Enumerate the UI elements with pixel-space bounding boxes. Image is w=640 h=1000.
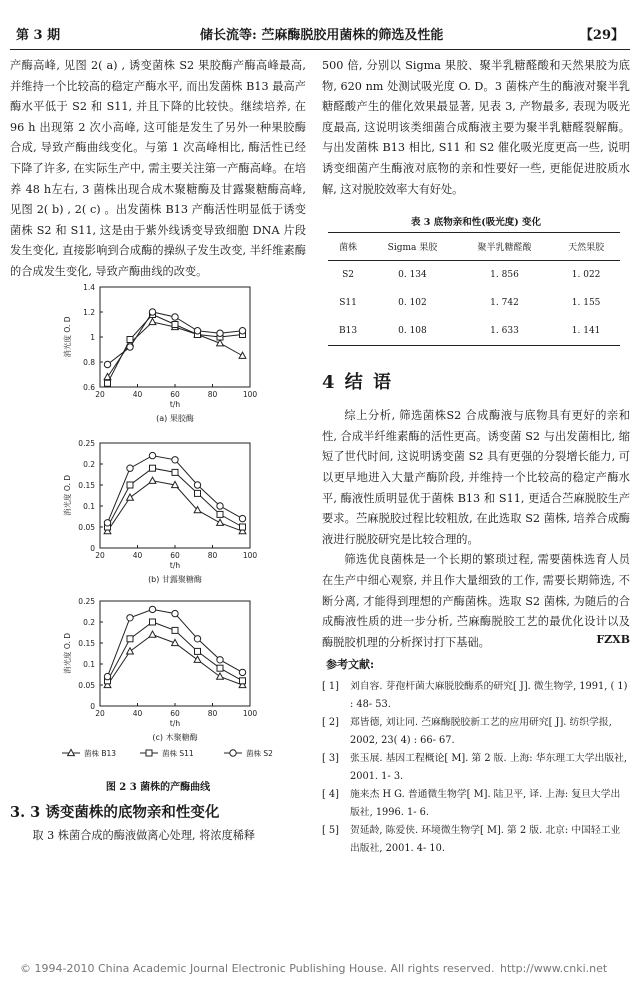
footer-url: http://www.cnki.net bbox=[500, 962, 608, 975]
table-cell: B13 bbox=[328, 317, 368, 346]
x-tick-label: 20 bbox=[95, 389, 105, 399]
data-point bbox=[172, 610, 178, 616]
data-point bbox=[195, 648, 201, 654]
data-point bbox=[150, 619, 156, 625]
reference-item bbox=[322, 714, 630, 750]
data-point bbox=[194, 481, 200, 487]
y-tick-label: 0.25 bbox=[78, 438, 95, 448]
table-row bbox=[328, 289, 620, 317]
x-axis-label: t/h bbox=[169, 399, 181, 409]
data-point bbox=[217, 330, 223, 336]
reference-number: [ 4] bbox=[322, 789, 339, 801]
reference-number: [ 2] bbox=[322, 717, 339, 729]
data-point bbox=[105, 380, 111, 386]
data-point bbox=[239, 352, 246, 358]
reference-item bbox=[322, 822, 630, 858]
data-point bbox=[172, 313, 178, 319]
fzxb-mark: FZXB bbox=[596, 633, 630, 647]
data-point bbox=[172, 469, 178, 475]
figure-2-charts bbox=[10, 283, 306, 768]
y-axis-label: 消光度 O. D bbox=[63, 632, 72, 674]
y-tick-label: 0.8 bbox=[83, 357, 95, 367]
table-cell: 0. 108 bbox=[368, 317, 457, 346]
y-tick-label: 0.1 bbox=[83, 659, 95, 669]
data-point bbox=[127, 343, 133, 349]
paragraph: 500 倍, 分别以 Sigma 果胶、聚半乳糖醛酸和天然果胶为底物, 620 nm 处测试吸光度 O. D。3 菌株产生的酶液对聚半乳糖醛酸产生的催化效果最显著, 见表 3, 产物最多, 表现为吸光度最高, 这说明该类细菌合成酶液主要为聚半乳糖醛裂解酶。与出发菌株 B13 相比, S11 和 S2 催化吸光度更高一些, 说明诱变细菌产生酶液对底物的亲和性要好一些, 更能促进胶质水解, 这对脱胶效率大有好处。 bbox=[322, 59, 630, 196]
y-tick-label: 0 bbox=[90, 543, 95, 553]
x-axis-label: t/h bbox=[169, 560, 181, 570]
data-point bbox=[149, 318, 156, 324]
table-cell: 1. 022 bbox=[571, 270, 601, 281]
data-point bbox=[149, 308, 155, 314]
section-heading-4: 4 结 语 bbox=[322, 372, 394, 394]
x-tick-label: 80 bbox=[207, 550, 218, 560]
legend-label: 菌株 S11 bbox=[162, 748, 194, 758]
y-tick-label: 0.15 bbox=[78, 480, 95, 490]
references-title: 参考文献: bbox=[326, 658, 375, 672]
y-tick-label: 0 bbox=[90, 701, 95, 711]
data-point bbox=[194, 656, 201, 662]
data-point bbox=[217, 673, 224, 679]
data-point bbox=[240, 677, 246, 683]
data-point bbox=[149, 606, 155, 612]
data-point bbox=[239, 327, 245, 333]
data-point bbox=[104, 673, 110, 679]
table-caption: 表 3 底物亲和性(吸光度) 变化 bbox=[410, 217, 542, 229]
figure-caption: 图 2 3 菌株的产酶曲线 bbox=[105, 781, 211, 793]
table-cell: 1. 856 bbox=[490, 270, 519, 281]
reference-text: 郑皆德, 刘让同. 苎麻酶脱胶新工艺的应用研究[ J]. 纺织学报, 2002, 23( 4) : 66- 67. bbox=[350, 717, 612, 747]
paragraph: 取 3 株菌合成的酶液做离心处理, 将浓度稀释 bbox=[32, 828, 256, 842]
data-point bbox=[150, 465, 156, 471]
data-point bbox=[127, 482, 133, 488]
data-point bbox=[217, 665, 223, 671]
table-row bbox=[328, 317, 620, 346]
data-point bbox=[127, 465, 133, 471]
x-tick-label: 100 bbox=[242, 708, 258, 718]
x-tick-label: 40 bbox=[132, 708, 143, 718]
reference-number: [ 3] bbox=[322, 753, 339, 765]
table-header-row bbox=[328, 233, 620, 261]
reference-text: 张玉展. 基因工程概论[ M]. 第 2 版. 上海: 华东理工大学出版社, 2001. 1- 3. bbox=[350, 753, 627, 783]
data-point bbox=[172, 627, 178, 633]
table-cell: 1. 742 bbox=[490, 298, 519, 309]
data-point bbox=[239, 669, 245, 675]
reference-text: 施来杰 H G. 普通微生物学[ M]. 陆卫平, 译. 上海: 复旦大学出版社, 1996. 1- 6. bbox=[350, 789, 621, 819]
table-header-cell: Sigma 果胶 bbox=[368, 233, 457, 261]
table-cell: 1. 633 bbox=[457, 317, 552, 346]
y-tick-label: 0.2 bbox=[83, 617, 95, 627]
page-number: 【29】 bbox=[579, 28, 624, 43]
x-tick-label: 60 bbox=[170, 389, 180, 399]
chart-caption: (b) 甘露聚糖酶 bbox=[148, 574, 202, 584]
left-column bbox=[10, 56, 306, 846]
table-3 bbox=[328, 232, 620, 346]
data-point bbox=[127, 614, 133, 620]
data-point bbox=[217, 511, 223, 517]
table-header-cell: 天然果胶 bbox=[552, 233, 620, 261]
data-point bbox=[217, 656, 223, 662]
paragraph: 综上分析, 筛选菌株S2 合成酶液与底物具有更好的亲和性, 合成半纤维素酶的活性更高。诱变菌 S2 与出发菌相比, 缩短了世代时间, 这说明诱变菌 S2 具有更强的分裂增长能力, 可以更早地进入大量产酶阶段, 并维持一个比较高的稳定产酶水平, 酶液性质明显优于菌株 B13 和 S11, 更适合苎麻脱胶生产要求。苎麻脱胶过程比较粗放, 在此选取 S2 菌株, 培养合成酶液进行脱胶研究是比较合理的。 bbox=[322, 409, 630, 546]
y-tick-label: 0.25 bbox=[78, 596, 95, 606]
y-tick-label: 0.1 bbox=[83, 501, 95, 511]
figure-2 bbox=[10, 283, 306, 793]
x-tick-label: 60 bbox=[170, 708, 180, 718]
y-tick-label: 1.2 bbox=[83, 307, 95, 317]
x-tick-label: 40 bbox=[132, 550, 143, 560]
x-axis-label: t/h bbox=[169, 718, 181, 728]
plot-frame bbox=[100, 287, 250, 387]
x-tick-label: 20 bbox=[95, 550, 105, 560]
y-tick-label: 0.2 bbox=[83, 459, 95, 469]
data-point bbox=[127, 336, 133, 342]
data-point bbox=[149, 477, 156, 483]
legend-label: 菌株 B13 bbox=[84, 748, 117, 758]
x-tick-label: 80 bbox=[207, 708, 218, 718]
x-tick-label: 60 bbox=[170, 550, 180, 560]
issue-number: 第 3 期 bbox=[16, 28, 61, 43]
data-point bbox=[127, 635, 133, 641]
data-point bbox=[195, 490, 201, 496]
data-point bbox=[239, 515, 245, 521]
x-tick-label: 40 bbox=[132, 389, 143, 399]
x-tick-label: 20 bbox=[95, 708, 105, 718]
paragraph: 产酶高峰, 见图 2( a) , 诱变菌株 S2 果胶酶产酶高峰最高, 并维持一个比较高的稳定产酶水平, 而出发菌株 B13 最高产酶水平低于 S2 和 S11, 并且下降的比较快。继续培养, 在 96 h 出现第 2 次小高峰, 这可能是发生了另外一种果胶酶合成, 导致产酶曲线变化。与第 1 次高峰相比, 酶活性已经下降了许多, 在实际生产中, 需主要关注第一产酶高峰。在培养 48 h左右, 3 菌株出现合成木聚糖酶及甘露聚糖酶高峰, 见图 2( b) , 2( c) 。出发菌株 B13 产酶活性明显低于诱变菌株 S2 和 S11, 这是由于紫外线诱变导致细胞 DNA 片段发生变化, 直接影响到合成酶的操纵子发生改变, 半纤维素酶的合成发生变化, 导致产酶曲线的改变。 bbox=[10, 59, 306, 278]
data-point bbox=[194, 635, 200, 641]
data-point bbox=[194, 327, 200, 333]
table-cell: 1. 155 bbox=[571, 298, 601, 309]
paragraph: 筛选优良菌株是一个长期的繁琐过程, 需要菌株选育人员在生产中细心观察, 并且作大量细致的工作, 需要长期筛选, 不断分离, 才能得到理想的产酶菌株。选取 S2 菌株, 为随后的合成酶液性质的进一步分析, 苎麻酶脱胶工艺的最优化设计以及酶脱胶机理的分析探讨打下基础。 bbox=[322, 553, 630, 649]
x-tick-label: 80 bbox=[207, 389, 218, 399]
running-header bbox=[10, 14, 630, 50]
chart-caption: (a) 果胶酶 bbox=[156, 413, 194, 423]
legend-marker bbox=[230, 749, 236, 755]
running-title: 储长流等: 苎麻酶脱胶用菌株的筛选及性能 bbox=[200, 28, 444, 43]
data-point bbox=[149, 452, 155, 458]
legend-marker bbox=[146, 750, 152, 756]
reference-item bbox=[322, 750, 630, 786]
reference-item bbox=[322, 786, 630, 822]
references-list bbox=[322, 678, 630, 858]
table-row bbox=[328, 261, 620, 290]
data-point bbox=[172, 321, 178, 327]
chart-caption: (c) 木聚糖酶 bbox=[152, 732, 198, 742]
data-point bbox=[217, 519, 224, 525]
table-header-cell: 聚半乳糖醛酸 bbox=[457, 233, 552, 261]
table-cell: 0. 134 bbox=[398, 270, 427, 281]
data-point bbox=[104, 361, 110, 367]
reference-item bbox=[322, 678, 630, 714]
table-cell: S11 bbox=[339, 298, 357, 309]
reference-number: [ 1] bbox=[322, 681, 339, 693]
y-tick-label: 1.4 bbox=[83, 282, 95, 292]
y-tick-label: 0.15 bbox=[78, 638, 95, 648]
table-cell: S2 bbox=[342, 270, 355, 281]
y-tick-label: 0.05 bbox=[78, 522, 95, 532]
legend-label: 菌株 S2 bbox=[246, 748, 273, 758]
table-header-cell: 菌株 bbox=[328, 233, 368, 261]
y-tick-label: 0.05 bbox=[78, 680, 95, 690]
table-cell: 0. 102 bbox=[398, 298, 427, 309]
data-point bbox=[104, 519, 110, 525]
x-tick-label: 100 bbox=[242, 550, 258, 560]
reference-number: [ 5] bbox=[322, 825, 339, 837]
section-heading-3-3: 3. 3 诱变菌株的底物亲和性变化 bbox=[10, 803, 220, 821]
right-column bbox=[322, 56, 630, 858]
x-tick-label: 100 bbox=[242, 389, 258, 399]
y-axis-label: 消光度 O. D bbox=[63, 474, 72, 516]
reference-text: 贺延龄, 陈爱侠. 环境微生物学[ M]. 第 2 版. 北京: 中国轻工业出版社, 2001. 4- 10. bbox=[350, 825, 621, 855]
y-tick-label: 0.6 bbox=[83, 382, 95, 392]
data-point bbox=[240, 524, 246, 530]
data-point bbox=[127, 494, 134, 500]
copyright-footer: © 1994-2010 China Academic Journal Electronic Publishing House. All rights reserved. bbox=[20, 962, 495, 975]
y-tick-label: 1 bbox=[90, 332, 95, 342]
data-point bbox=[149, 631, 156, 637]
y-axis-label: 消光度 O. D bbox=[63, 316, 72, 358]
data-point bbox=[127, 647, 134, 653]
reference-text: 刘自容. 芽孢杆菌大麻脱胶酶系的研究[ J]. 微生物学, 1991, ( 1) : 48- 53. bbox=[350, 681, 628, 711]
data-point bbox=[172, 456, 178, 462]
table-cell: 1. 141 bbox=[552, 317, 620, 346]
data-point bbox=[217, 502, 223, 508]
